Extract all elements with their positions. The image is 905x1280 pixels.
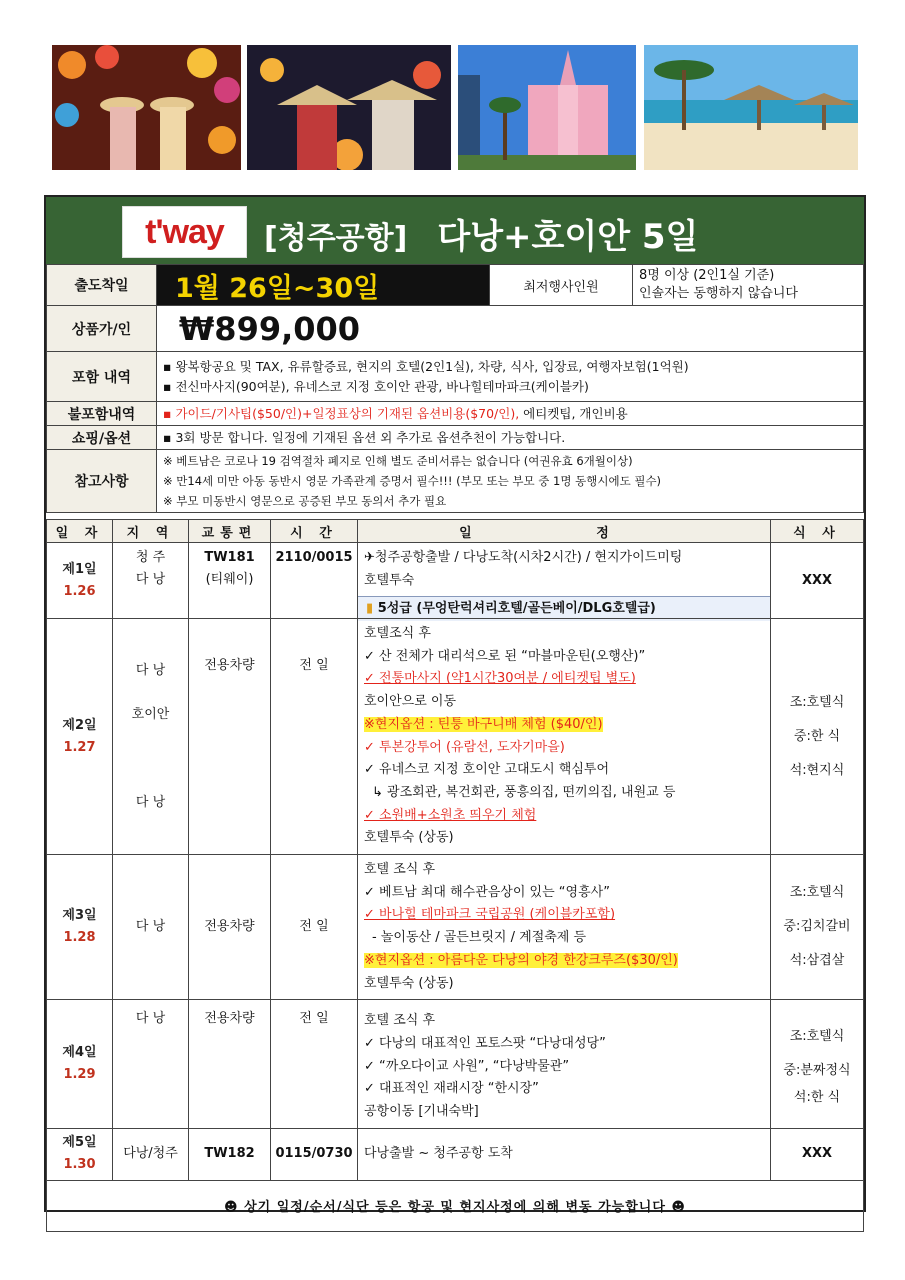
airport-label: [청주공항] (264, 221, 408, 256)
region-cell: 청 주 다 낭 (113, 543, 189, 619)
hotel-info: ▮ 5성급 (무엉탄럭셔리호텔/골든베이/DLG호텔급) (358, 596, 770, 621)
tway-logo: t'way (122, 206, 247, 258)
departure-label: 출도착일 (47, 265, 157, 306)
shop-value: ▪ 3회 방문 합니다. 일정에 기재된 옵션 외 추가로 옵션추천이 가능합니다. (157, 426, 864, 450)
transport-cell: 전용차량 (189, 619, 271, 855)
price-value: ₩899,000 (157, 306, 864, 352)
exclude-list: ▪ 가이드/기사팁($50/인)+일정표상의 기재된 옵션비용($70/인), 에티켓팁, 개인비용 (157, 402, 864, 426)
col-meal: 식 사 (771, 520, 864, 543)
meal-cell: XXX (771, 1128, 864, 1180)
transport-cell: TW182 (189, 1128, 271, 1180)
transport-cell: 전용차량 (189, 1000, 271, 1129)
col-time: 시 간 (271, 520, 358, 543)
meal-cell: 조:호텔식 중:김치갈비 석:삼겹살 (771, 855, 864, 1000)
plan-cell: ✈청주공항출발 / 다낭도착(시차2시간) / 현지가이드미팅 호텔투숙 ▮ 5성급 (무엉탄럭셔리호텔/골든베이/DLG호텔급) (358, 543, 771, 619)
photo-hoian-lanterns (52, 45, 241, 170)
min-people-label: 최저행사인원 (490, 265, 633, 306)
col-region: 지 역 (113, 520, 189, 543)
transport-cell: TW181 (티웨이) (189, 543, 271, 619)
region-cell: 다낭/청주 (113, 1128, 189, 1180)
hotel-icon: ▮ (366, 601, 374, 617)
page-title (264, 209, 698, 258)
transport-cell: 전용차량 (189, 855, 271, 1000)
col-day: 일 자 (47, 520, 113, 543)
exclude-label: 불포함내역 (47, 402, 157, 426)
tour-title: 다낭+호이안 5일 (437, 217, 699, 257)
itinerary-document (44, 195, 866, 1216)
include-label: 포함 내역 (47, 352, 157, 402)
plan-cell: 호텔 조식 후 ✓ 다낭의 대표적인 포토스팟 “다낭대성당” ✓ “까오다이교 사원”, “다낭박물관” ✓ 대표적인 재래시장 “한시장” 공항이동 [기내숙박] (358, 1000, 771, 1129)
photo-lantern-women (247, 45, 451, 170)
footer-note: ☻ 상기 일정/순서/식단 등은 항공 및 현지사정에 의해 변동 가능합니다 ☻ (47, 1180, 864, 1231)
col-plan: 일 정 (358, 520, 771, 543)
meal-cell: 조:호텔식 중:분짜정식 석:한 식 (771, 1000, 864, 1129)
photo-danang-cathedral (458, 45, 636, 170)
photo-beach (644, 45, 858, 170)
time-cell: 전 일 (271, 619, 358, 855)
schedule-header-row (47, 520, 864, 543)
plan-cell: 호텔조식 후 ✓ 산 전체가 대리석으로 된 “마블마운틴(오행산)” ✓ 전통마사지 (약1시간30여분 / 에티켓팁 별도) 호이안으로 이동 ※현지옵션 : 틴퉁 바구니배 체험 ($40/인) ✓ 투본강투어 (유람선, 도자기마을) ✓ 유네스코 지정 호이안 고대도시 핵심투어 ↳ 광조회관, 복건회관, 풍흥의집, 떤끼의집, 내원교 등 ✓ 소원배+소원초 띄우기 체험 호텔투숙 (상동) (358, 619, 771, 855)
plan-cell: 호텔 조식 후 ✓ 베트남 최대 해수관음상이 있는 “영흥사” ✓ 바나힐 테마파크 국립공원 (케이블카포함) - 놀이동산 / 골든브릿지 / 계절축제 등 ※현지옵션 : 아름다운 다낭의 야경 한강크루즈($30/인) 호텔투숙 (상동) (358, 855, 771, 1000)
note-label: 참고사항 (47, 450, 157, 513)
region-cell: 다 낭 (113, 855, 189, 1000)
time-cell: 전 일 (271, 855, 358, 1000)
day-cell: 제3일 1.28 (47, 855, 113, 1000)
region-cell: 다 낭 (113, 1000, 189, 1129)
table-row (47, 1128, 864, 1180)
include-list: ▪ 왕복항공요 및 TAX, 유류할증료, 현지의 호텔(2인1실), 차량, 식사, 입장료, 여행자보험(1억원) ▪ 전신마사지(90여분), 유네스코 지정 호이안 관광, 바나힐테마파크(케이블카) (157, 352, 864, 402)
table-row (47, 855, 864, 1000)
day-cell: 제5일 1.30 (47, 1128, 113, 1180)
time-cell: 2110/0015 (271, 543, 358, 619)
table-row (47, 619, 864, 855)
schedule-table (46, 519, 864, 1232)
photo-strip (52, 45, 858, 170)
table-row (47, 1000, 864, 1129)
time-cell: 전 일 (271, 1000, 358, 1129)
title-banner (46, 197, 864, 265)
info-table (46, 264, 864, 513)
departure-dates: 1월 26일~30일 (157, 265, 490, 306)
shop-label: 쇼핑/옵션 (47, 426, 157, 450)
time-cell: 0115/0730 (271, 1128, 358, 1180)
col-transport: 교통편 (189, 520, 271, 543)
day-cell: 제1일 1.26 (47, 543, 113, 619)
meal-cell: 조:호텔식 중:한 식 석:현지식 (771, 619, 864, 855)
meal-cell: XXX (771, 543, 864, 619)
min-people-value: 8명 이상 (2인1실 기준) 인솔자는 동행하지 않습니다 (633, 265, 864, 306)
day-cell: 제4일 1.29 (47, 1000, 113, 1129)
region-cell: 다 낭 호이안 다 낭 (113, 619, 189, 855)
plan-cell: 다낭출발 ~ 청주공항 도착 (358, 1128, 771, 1180)
price-label: 상품가/인 (47, 306, 157, 352)
table-row (47, 543, 864, 619)
note-list: ※ 베트남은 코로나 19 검역절차 폐지로 인해 별도 준비서류는 없습니다 (여권유효 6개월이상) ※ 만14세 미만 아동 동반시 영문 가족관계 증명서 필수!!! (부모 또는 부모 중 1명 동행시에도 필수) ※ 부모 미동반시 영문으로 공증된 부모 동의서 추가 필요 (157, 450, 864, 513)
day-cell: 제2일 1.27 (47, 619, 113, 855)
footer-row (47, 1180, 864, 1231)
